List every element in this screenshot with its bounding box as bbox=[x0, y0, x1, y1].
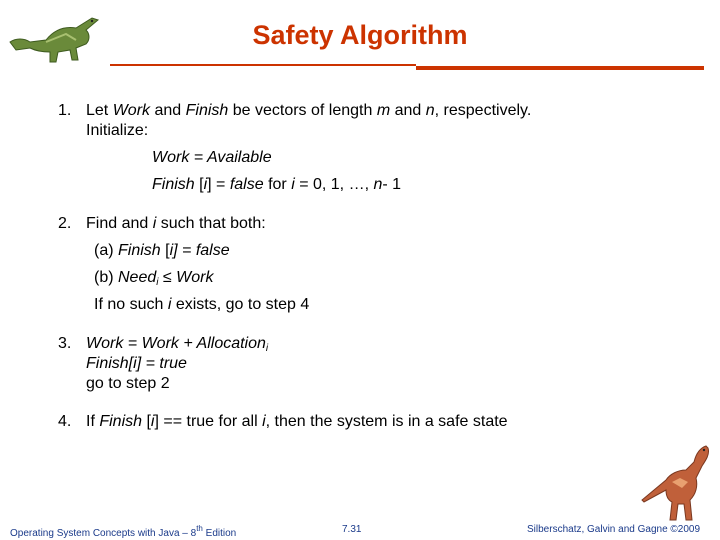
step2-line1: 2. Find and i such that both: bbox=[58, 215, 266, 232]
step2-no-such: If no such i exists, go to step 4 bbox=[94, 296, 310, 313]
title-rule-left bbox=[110, 64, 416, 66]
page-title: Safety Algorithm bbox=[252, 20, 468, 50]
step3-goto: go to step 2 bbox=[86, 375, 170, 392]
step3-finish: Finish[i] = true bbox=[86, 355, 187, 372]
footer-book-title: Operating System Concepts with Java – 8th Edition bbox=[10, 524, 237, 539]
step1-initialize: Initialize: bbox=[86, 122, 149, 139]
dinosaur-standing-icon bbox=[636, 440, 712, 524]
step1-finish-eq: Finish [i] = false for i = 0, 1, …, n- 1 bbox=[152, 176, 402, 193]
footer-authors: Silberschatz, Galvin and Gagne ©2009 bbox=[527, 524, 701, 535]
step3-line1: 3. Work = Work + Allocation$_i$ bbox=[58, 335, 269, 354]
footer-page-number: 7.31 bbox=[342, 524, 362, 535]
step1-work-eq: Work = Available bbox=[152, 149, 272, 166]
step2-cond-b: (b) Need$_i$ ≤ Work bbox=[94, 269, 214, 288]
title-rule-right bbox=[416, 66, 704, 70]
step2-cond-a: (a) Finish [i] = false bbox=[94, 242, 230, 259]
step4-line1: 4. If Finish [i] == true for all i, then the system is in a safe state bbox=[58, 413, 508, 430]
step1-line1: 1. Let Work and Finish be vectors of length m and n, respectively. bbox=[58, 102, 532, 119]
